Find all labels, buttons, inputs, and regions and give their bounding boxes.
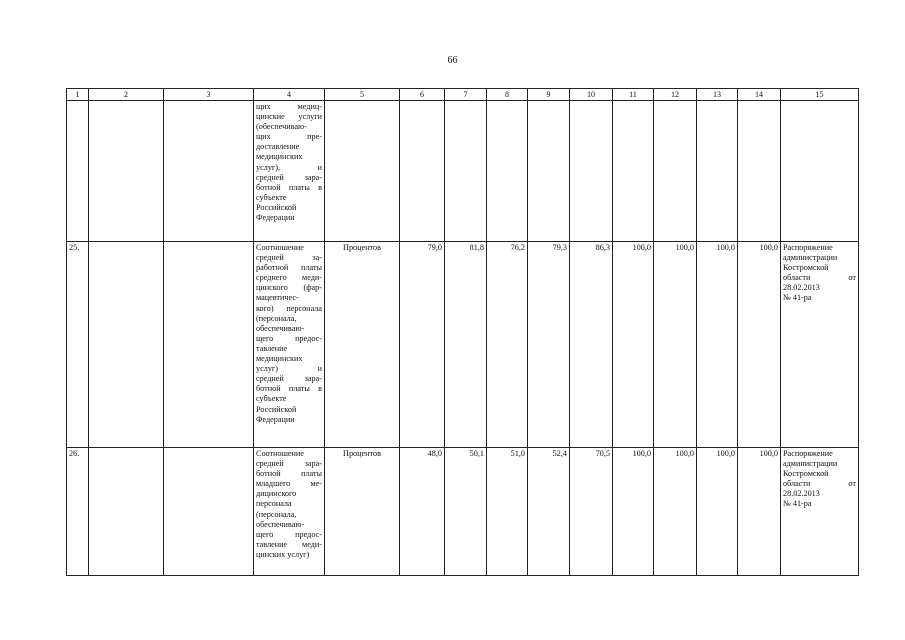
row-number: 25. xyxy=(67,242,89,448)
value-cell xyxy=(400,101,445,242)
header-cell: 14 xyxy=(738,89,781,101)
text-line: Соотношение xyxy=(256,449,304,458)
text-line: мацевтичес- xyxy=(256,293,299,303)
indicators-table xyxy=(66,88,859,576)
text-line: средней за- xyxy=(256,253,322,263)
value-cell xyxy=(487,101,528,242)
text-line: области от xyxy=(783,479,856,489)
value-cell: 100,0 xyxy=(697,448,738,576)
text-line: области от xyxy=(783,273,856,283)
value-cell: 79,0 xyxy=(400,242,445,448)
unit-cell xyxy=(325,101,400,242)
value-cell: 76,2 xyxy=(487,242,528,448)
row-number: 26. xyxy=(67,448,89,576)
value-cell: 100,0 xyxy=(654,448,697,576)
text-line: медицинских xyxy=(256,152,303,162)
text-line: услуг) и xyxy=(256,364,322,374)
text-line: ботной платы xyxy=(256,469,322,479)
text-line: администрации xyxy=(783,253,838,263)
indicator-cell xyxy=(254,242,325,448)
text-line: цинские услуги xyxy=(256,112,322,122)
unit-cell: Процентов xyxy=(325,448,400,576)
value-cell xyxy=(528,101,570,242)
text-line: щих медиц- xyxy=(256,102,322,111)
text-line: младшего ме- xyxy=(256,479,322,489)
header-cell: 10 xyxy=(570,89,613,101)
text-line: тавление меди- xyxy=(256,539,322,549)
value-cell: 79,3 xyxy=(528,242,570,448)
text-line: среднего меди- xyxy=(256,273,322,283)
header-cell: 9 xyxy=(528,89,570,101)
col-2-cell xyxy=(89,448,164,576)
header-cell: 15 xyxy=(781,89,859,101)
indicator-cell xyxy=(254,101,325,242)
text-line: средней зара- xyxy=(256,172,322,182)
text-line: цинского (фар- xyxy=(256,283,322,293)
value-cell: 52,4 xyxy=(528,448,570,576)
value-cell xyxy=(654,101,697,242)
value-cell: 100,0 xyxy=(738,448,781,576)
header-cell: 13 xyxy=(697,89,738,101)
header-cell: 12 xyxy=(654,89,697,101)
table-row xyxy=(67,242,859,448)
value-cell: 48,0 xyxy=(400,448,445,576)
col-3-cell xyxy=(164,448,254,576)
text-line: кого) персонала xyxy=(256,303,322,313)
text-line: Федерации xyxy=(256,414,295,424)
value-cell xyxy=(738,101,781,242)
header-cell: 8 xyxy=(487,89,528,101)
text-line: тавление xyxy=(256,343,288,353)
value-cell: 51,0 xyxy=(487,448,528,576)
col-2-cell xyxy=(89,242,164,448)
text-line: щего предос- xyxy=(256,529,322,539)
text-line: услуг), и xyxy=(256,162,322,172)
unit-cell: Процентов xyxy=(325,242,400,448)
value-cell: 100,0 xyxy=(613,242,654,448)
text-line: Российской xyxy=(256,404,297,414)
text-line: Соотношение xyxy=(256,243,304,252)
text-line: № 41-ра xyxy=(783,293,812,303)
text-line: (обеспечиваю- xyxy=(256,122,307,132)
text-line: субъекте xyxy=(256,394,287,404)
value-cell xyxy=(613,101,654,242)
col-2-cell xyxy=(89,101,164,242)
indicator-cell xyxy=(254,448,325,576)
text-line: средней зара- xyxy=(256,459,322,469)
text-line: № 41-ра xyxy=(783,499,812,509)
header-cell: 5 xyxy=(325,89,400,101)
text-line: Костромской xyxy=(783,263,829,273)
text-line: персонала xyxy=(256,499,292,509)
text-line: субъекте xyxy=(256,192,287,202)
header-cell: 3 xyxy=(164,89,254,101)
row-number xyxy=(67,101,89,242)
text-line: цинских услуг) xyxy=(256,549,310,559)
value-cell: 70,5 xyxy=(570,448,613,576)
page-number: 66 xyxy=(447,55,458,66)
value-cell: 100,0 xyxy=(738,242,781,448)
col-3-cell xyxy=(164,101,254,242)
value-cell xyxy=(570,101,613,242)
text-line: Распоряжение xyxy=(783,449,833,458)
value-cell: 100,0 xyxy=(654,242,697,448)
col-3-cell xyxy=(164,242,254,448)
value-cell: 100,0 xyxy=(697,242,738,448)
text-line: администрации xyxy=(783,459,838,469)
value-cell xyxy=(445,101,487,242)
value-cell: 81,8 xyxy=(445,242,487,448)
text-line: щего предос- xyxy=(256,333,322,343)
header-cell: 2 xyxy=(89,89,164,101)
table-header-row xyxy=(67,89,859,101)
value-cell xyxy=(697,101,738,242)
header-cell: 7 xyxy=(445,89,487,101)
text-line: обеспечиваю- xyxy=(256,323,305,333)
table-row xyxy=(67,101,859,242)
value-cell: 50,1 xyxy=(445,448,487,576)
value-cell: 86,3 xyxy=(570,242,613,448)
text-line: дицинского xyxy=(256,489,297,499)
text-line: (персонала, xyxy=(256,509,297,519)
header-cell: 4 xyxy=(254,89,325,101)
text-line: (персонала, xyxy=(256,313,297,323)
text-line: медицинских xyxy=(256,354,303,364)
text-line: Российской xyxy=(256,202,297,212)
header-cell: 11 xyxy=(613,89,654,101)
header-cell: 1 xyxy=(67,89,89,101)
text-line: обеспечиваю- xyxy=(256,519,305,529)
text-line: ботной платы в xyxy=(256,182,322,192)
basis-cell xyxy=(781,242,859,448)
text-line: ботной платы в xyxy=(256,384,322,394)
text-line: Костромской xyxy=(783,469,829,479)
basis-cell xyxy=(781,448,859,576)
header-cell: 6 xyxy=(400,89,445,101)
text-line: Распоряжение xyxy=(783,243,833,252)
text-line: щих пре- xyxy=(256,132,322,142)
text-line: Федерации xyxy=(256,213,295,223)
value-cell: 100,0 xyxy=(613,448,654,576)
text-line: работной платы xyxy=(256,263,322,273)
table-row xyxy=(67,448,859,576)
text-line: 28.02.2013 xyxy=(783,283,820,293)
text-line: средней зара- xyxy=(256,374,322,384)
text-line: доставление xyxy=(256,142,300,152)
basis-cell xyxy=(781,101,859,242)
text-line: 28.02.2013 xyxy=(783,489,820,499)
